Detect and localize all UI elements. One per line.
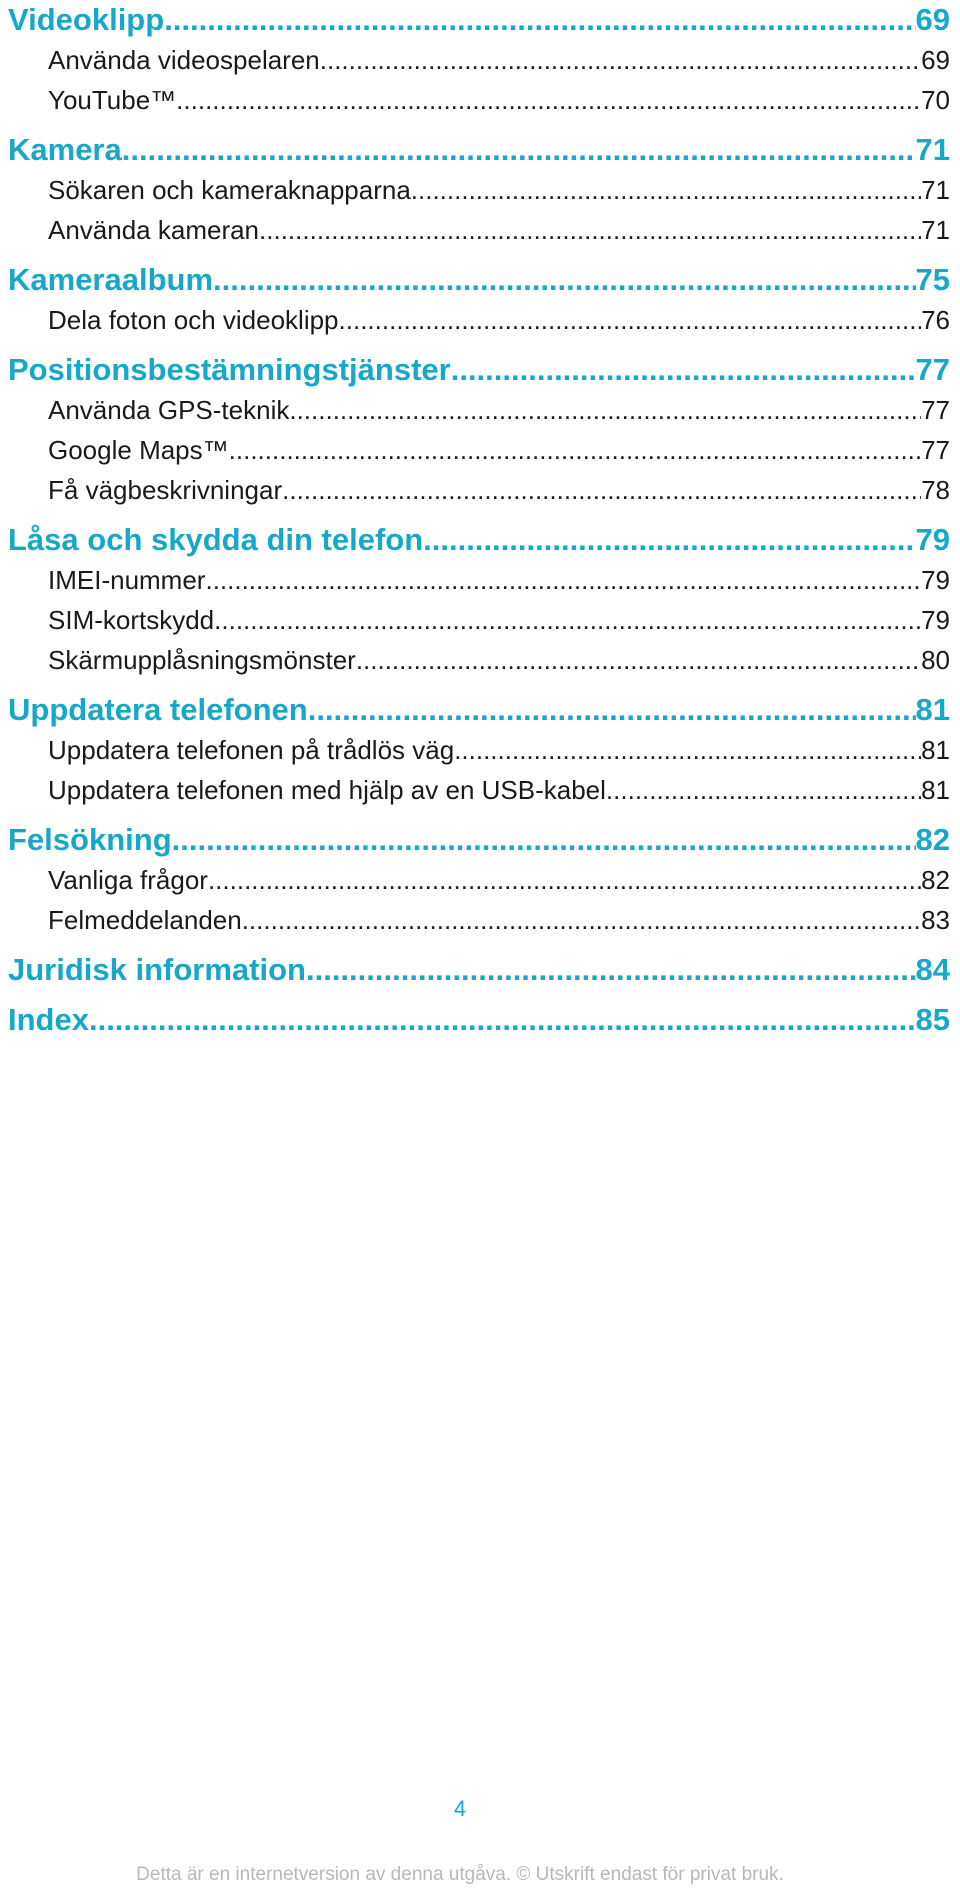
toc-section-entry[interactable] bbox=[8, 640, 950, 680]
toc-section-entry[interactable] bbox=[8, 390, 950, 430]
dot-leader bbox=[176, 80, 921, 120]
toc-chapter-entry[interactable] bbox=[8, 350, 950, 390]
dot-leader bbox=[606, 770, 921, 810]
dot-leader bbox=[242, 900, 921, 940]
toc-entry-page-number: 77 bbox=[921, 435, 950, 465]
toc-entry-title: Felsökning bbox=[8, 822, 172, 857]
toc-entry-page-number: 70 bbox=[921, 85, 950, 115]
dot-leader bbox=[306, 950, 916, 990]
toc-chapter-entry[interactable] bbox=[8, 520, 950, 560]
toc-section-entry[interactable] bbox=[8, 40, 950, 80]
toc-entry-title: Dela foton och videoklipp bbox=[48, 305, 339, 335]
toc-entry-title: IMEI-nummer bbox=[48, 565, 206, 595]
dot-leader bbox=[423, 520, 915, 560]
toc-entry-page-number: 84 bbox=[915, 952, 950, 987]
toc-section-entry[interactable] bbox=[8, 560, 950, 600]
dot-leader bbox=[454, 730, 921, 770]
toc-section-entry[interactable] bbox=[8, 300, 950, 340]
toc-entry-page-number: 78 bbox=[921, 475, 950, 505]
toc-entry-title: Google Maps™ bbox=[48, 435, 229, 465]
toc-entry-title: Använda GPS-teknik bbox=[48, 395, 290, 425]
dot-leader bbox=[213, 260, 915, 300]
toc-entry-page-number: 79 bbox=[921, 605, 950, 635]
toc-entry-page-number: 77 bbox=[915, 352, 950, 387]
toc-section-entry[interactable] bbox=[8, 210, 950, 250]
toc-entry-title: YouTube™ bbox=[48, 85, 177, 115]
dot-leader bbox=[89, 1000, 916, 1040]
dot-leader bbox=[411, 170, 921, 210]
dot-leader bbox=[282, 470, 921, 510]
dot-leader bbox=[205, 560, 921, 600]
toc-entry-title: Få vägbeskrivningar bbox=[48, 475, 283, 505]
toc-section-entry[interactable] bbox=[8, 80, 950, 120]
dot-leader bbox=[259, 210, 921, 250]
toc-entry-page-number: 81 bbox=[921, 735, 950, 765]
toc-entry-title: Låsa och skydda din telefon bbox=[8, 522, 424, 557]
toc-entry-page-number: 71 bbox=[921, 215, 950, 245]
toc-chapter-entry[interactable] bbox=[8, 1000, 950, 1040]
toc-entry-title: Använda kameran bbox=[48, 215, 260, 245]
toc-entry-title: Felmeddelanden bbox=[48, 905, 242, 935]
toc-section-entry[interactable] bbox=[8, 770, 950, 810]
toc-chapter-entry[interactable] bbox=[8, 260, 950, 300]
toc-chapter-entry[interactable] bbox=[8, 690, 950, 730]
toc-entry-title: Kamera bbox=[8, 132, 122, 167]
toc-entry-title: Skärmupplåsningsmönster bbox=[48, 645, 356, 675]
toc-entry-page-number: 69 bbox=[915, 2, 950, 37]
toc-entry-title: SIM-kortskydd bbox=[48, 605, 215, 635]
toc-entry-title: Sökaren och kameraknapparna bbox=[48, 175, 411, 205]
dot-leader bbox=[172, 820, 916, 860]
toc-entry-page-number: 83 bbox=[921, 905, 950, 935]
dot-leader bbox=[214, 600, 921, 640]
toc-chapter-entry[interactable] bbox=[8, 820, 950, 860]
toc-section-entry[interactable] bbox=[8, 860, 950, 900]
toc-entry-page-number: 76 bbox=[921, 305, 950, 335]
dot-leader bbox=[339, 300, 922, 340]
toc-section-entry[interactable] bbox=[8, 470, 950, 510]
toc-entry-page-number: 85 bbox=[915, 1002, 950, 1037]
toc-entry-page-number: 80 bbox=[921, 645, 950, 675]
toc-chapter-entry[interactable] bbox=[8, 130, 950, 170]
dot-leader bbox=[356, 640, 921, 680]
toc-section-entry[interactable] bbox=[8, 900, 950, 940]
toc-entry-title: Använda videospelaren bbox=[48, 45, 320, 75]
dot-leader bbox=[451, 350, 916, 390]
toc-entry-page-number: 71 bbox=[921, 175, 950, 205]
toc-entry-page-number: 81 bbox=[921, 775, 950, 805]
toc-entry-title: Uppdatera telefonen med hjälp av en USB-kabel bbox=[48, 775, 606, 805]
dot-leader bbox=[208, 860, 921, 900]
toc-entry-page-number: 79 bbox=[915, 522, 950, 557]
toc-chapter-entry[interactable] bbox=[8, 0, 950, 40]
toc-entry-title: Positionsbestämningstjänster bbox=[8, 352, 451, 387]
toc-entry-title: Index bbox=[8, 1002, 89, 1037]
toc-entry-page-number: 81 bbox=[915, 692, 950, 727]
dot-leader bbox=[289, 390, 921, 430]
toc-entry-page-number: 71 bbox=[915, 132, 950, 167]
toc-entry-page-number: 82 bbox=[921, 865, 950, 895]
toc-entry-title: Uppdatera telefonen på trådlös väg bbox=[48, 735, 455, 765]
toc-entry-title: Kameraalbum bbox=[8, 262, 214, 297]
toc-entry-title: Juridisk information bbox=[8, 952, 306, 987]
toc-section-entry[interactable] bbox=[8, 730, 950, 770]
toc-entry-page-number: 79 bbox=[921, 565, 950, 595]
toc-entry-title: Vanliga frågor bbox=[48, 865, 208, 895]
toc-entry-title: Videoklipp bbox=[8, 2, 165, 37]
footer-note: Detta är en internetversion av denna utgåva. © Utskrift endast för privat bruk. bbox=[136, 1864, 784, 1885]
dot-leader bbox=[320, 40, 921, 80]
toc-entry-page-number: 69 bbox=[921, 45, 950, 75]
dot-leader bbox=[229, 430, 921, 470]
toc-entry-page-number: 82 bbox=[915, 822, 950, 857]
toc-section-entry[interactable] bbox=[8, 170, 950, 210]
toc-chapter-entry[interactable] bbox=[8, 950, 950, 990]
toc-entry-page-number: 75 bbox=[915, 262, 950, 297]
toc-entry-title: Uppdatera telefonen bbox=[8, 692, 308, 727]
toc-section-entry[interactable] bbox=[8, 430, 950, 470]
table-of-contents bbox=[8, 0, 950, 1040]
dot-leader bbox=[164, 0, 915, 40]
toc-entry-page-number: 77 bbox=[921, 395, 950, 425]
dot-leader bbox=[308, 690, 916, 730]
dot-leader bbox=[122, 130, 916, 170]
toc-section-entry[interactable] bbox=[8, 600, 950, 640]
page-number: 4 bbox=[453, 1796, 467, 1821]
